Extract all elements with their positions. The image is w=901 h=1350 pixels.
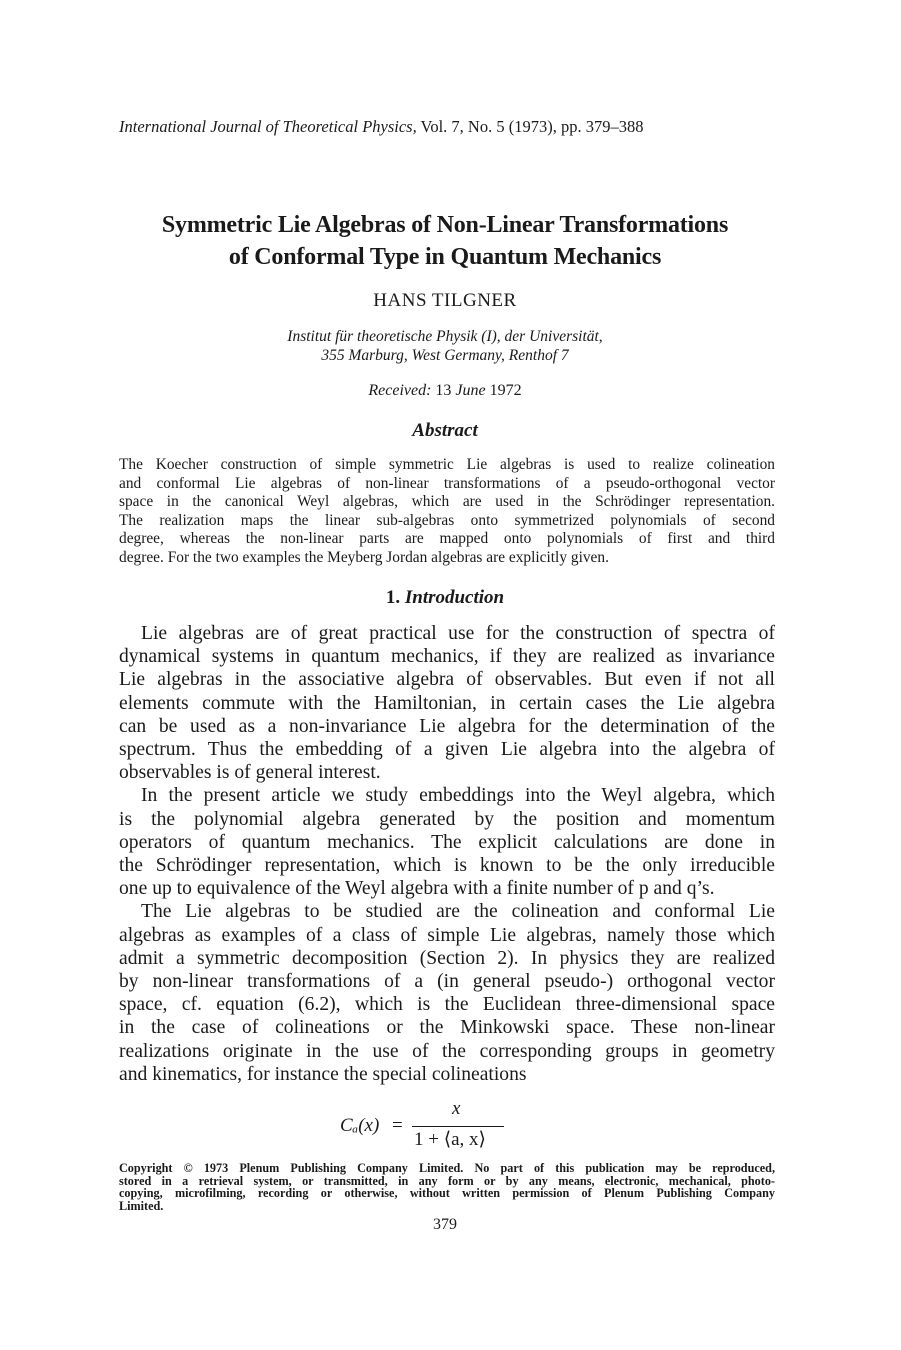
received-day: 13: [431, 382, 456, 399]
title-line-2: of Conformal Type in Quantum Mechanics: [228, 244, 662, 270]
body-line: is the polynomial algebra generated by the position and momentum: [119, 808, 775, 830]
author-affiliation: [0, 327, 890, 365]
affiliation-line-1: Institut für theoretische Physik (I), der Universität,: [287, 328, 603, 345]
received-date: [0, 382, 890, 400]
section-number: 1.: [385, 587, 405, 608]
abstract-line: degree. For the two examples the Meyberg Jordan algebras are explicitly given.: [119, 548, 609, 566]
section-heading: [0, 587, 890, 609]
body-text: [119, 622, 775, 1086]
body-line: one up to equivalence of the Weyl algebra with a finite number of p and q’s.: [119, 878, 715, 900]
copyright-line: stored in a retrieval system, or transmitted, in any form or by any means, electronic, mechanical, photo-: [119, 1173, 775, 1188]
copyright-line: Limited.: [119, 1198, 164, 1213]
abstract-line: degree, whereas the non-linear parts are mapped onto polynomials of first and third: [119, 530, 775, 547]
body-line: and kinematics, for instance the special colineations: [119, 1063, 527, 1085]
body-line: observables is of general interest.: [119, 762, 381, 784]
journal-name: International Journal of Theoretical Physics,: [119, 117, 417, 136]
body-line: elements commute with the Hamiltonian, in certain cases the Lie algebra: [119, 692, 775, 714]
body-line: admit a symmetric decomposition (Section 2). In physics they are realized: [119, 947, 775, 969]
affiliation-line-2: 355 Marburg, West Germany, Renthof 7: [321, 347, 569, 364]
body-line: Lie algebras in the associative algebra of observables. But even if not all: [119, 669, 775, 691]
body-line: space, cf. equation (6.2), which is the Euclidean three-dimensional space: [119, 994, 775, 1016]
volume-pages: Vol. 7, No. 5 (1973), pp. 379–388: [416, 117, 644, 136]
received-month: June: [455, 382, 486, 399]
body-line: realizations originate in the use of the corresponding groups in geometry: [119, 1040, 775, 1062]
journal-citation: [119, 117, 643, 137]
body-line: The Lie algebras to be studied are the colineation and conformal Lie: [141, 901, 775, 923]
copyright-line: copying, microfilming, recording or otherwise, without written permission of Plenum Publishing Company: [119, 1186, 775, 1200]
body-line: in the case of colineations or the Minkowski space. These non-linear: [119, 1017, 775, 1039]
abstract-heading: Abstract: [412, 420, 478, 441]
received-label: Received:: [368, 382, 432, 399]
title-line-1: Symmetric Lie Algebras of Non-Linear Transformations: [161, 212, 729, 238]
body-line: operators of quantum mechanics. The explicit calculations are done in: [119, 831, 775, 853]
body-line: In the present article we study embeddings into the Weyl algebra, which: [141, 785, 775, 807]
body-line: algebras as examples of a class of simple Lie algebras, namely those which: [119, 924, 775, 946]
colineation-formula: [340, 1098, 510, 1154]
body-line: the Schrödinger representation, which is known to be the only irreducible: [119, 855, 775, 877]
abstract-line: The Koecher construction of simple symmetric Lie algebras is used to realize colineation: [119, 456, 775, 473]
section-title: Introduction: [404, 587, 505, 608]
abstract-line: and conformal Lie algebras of non-linear transformations of a pseudo-orthogonal vector: [119, 474, 775, 492]
body-line: dynamical systems in quantum mechanics, if they are realized as invariance: [119, 646, 775, 668]
copyright-notice: [119, 1162, 775, 1212]
abstract-line: space in the canonical Weyl algebras, which are used in the Schrödinger representation.: [119, 493, 775, 510]
abstract-line: The realization maps the linear sub-algebras onto symmetrized polynomials of second: [119, 511, 775, 529]
abstract-text: [119, 456, 775, 567]
formula-lhs: Cₐ(x): [340, 1115, 380, 1136]
copyright-line: Copyright © 1973 Plenum Publishing Company Limited. No part of this publication may be reproduced,: [119, 1161, 775, 1175]
author-name: HANS TILGNER: [373, 290, 517, 311]
formula-denominator: 1 + ⟨a, x⟩: [414, 1129, 486, 1150]
paper-title: [100, 209, 790, 273]
formula-numerator: x: [452, 1098, 461, 1119]
body-line: spectrum. Thus the embedding of a given Lie algebra into the algebra of: [119, 739, 775, 761]
body-line: Lie algebras are of great practical use for the construction of spectra of: [141, 623, 775, 644]
body-line: by non-linear transformations of a (in general pseudo-) orthogonal vector: [119, 971, 775, 993]
received-year: 1972: [485, 382, 522, 399]
page-number: 379: [433, 1216, 457, 1233]
formula-equals: =: [392, 1115, 403, 1136]
body-line: can be used as a non-invariance Lie algebra for the determination of the: [119, 715, 775, 737]
